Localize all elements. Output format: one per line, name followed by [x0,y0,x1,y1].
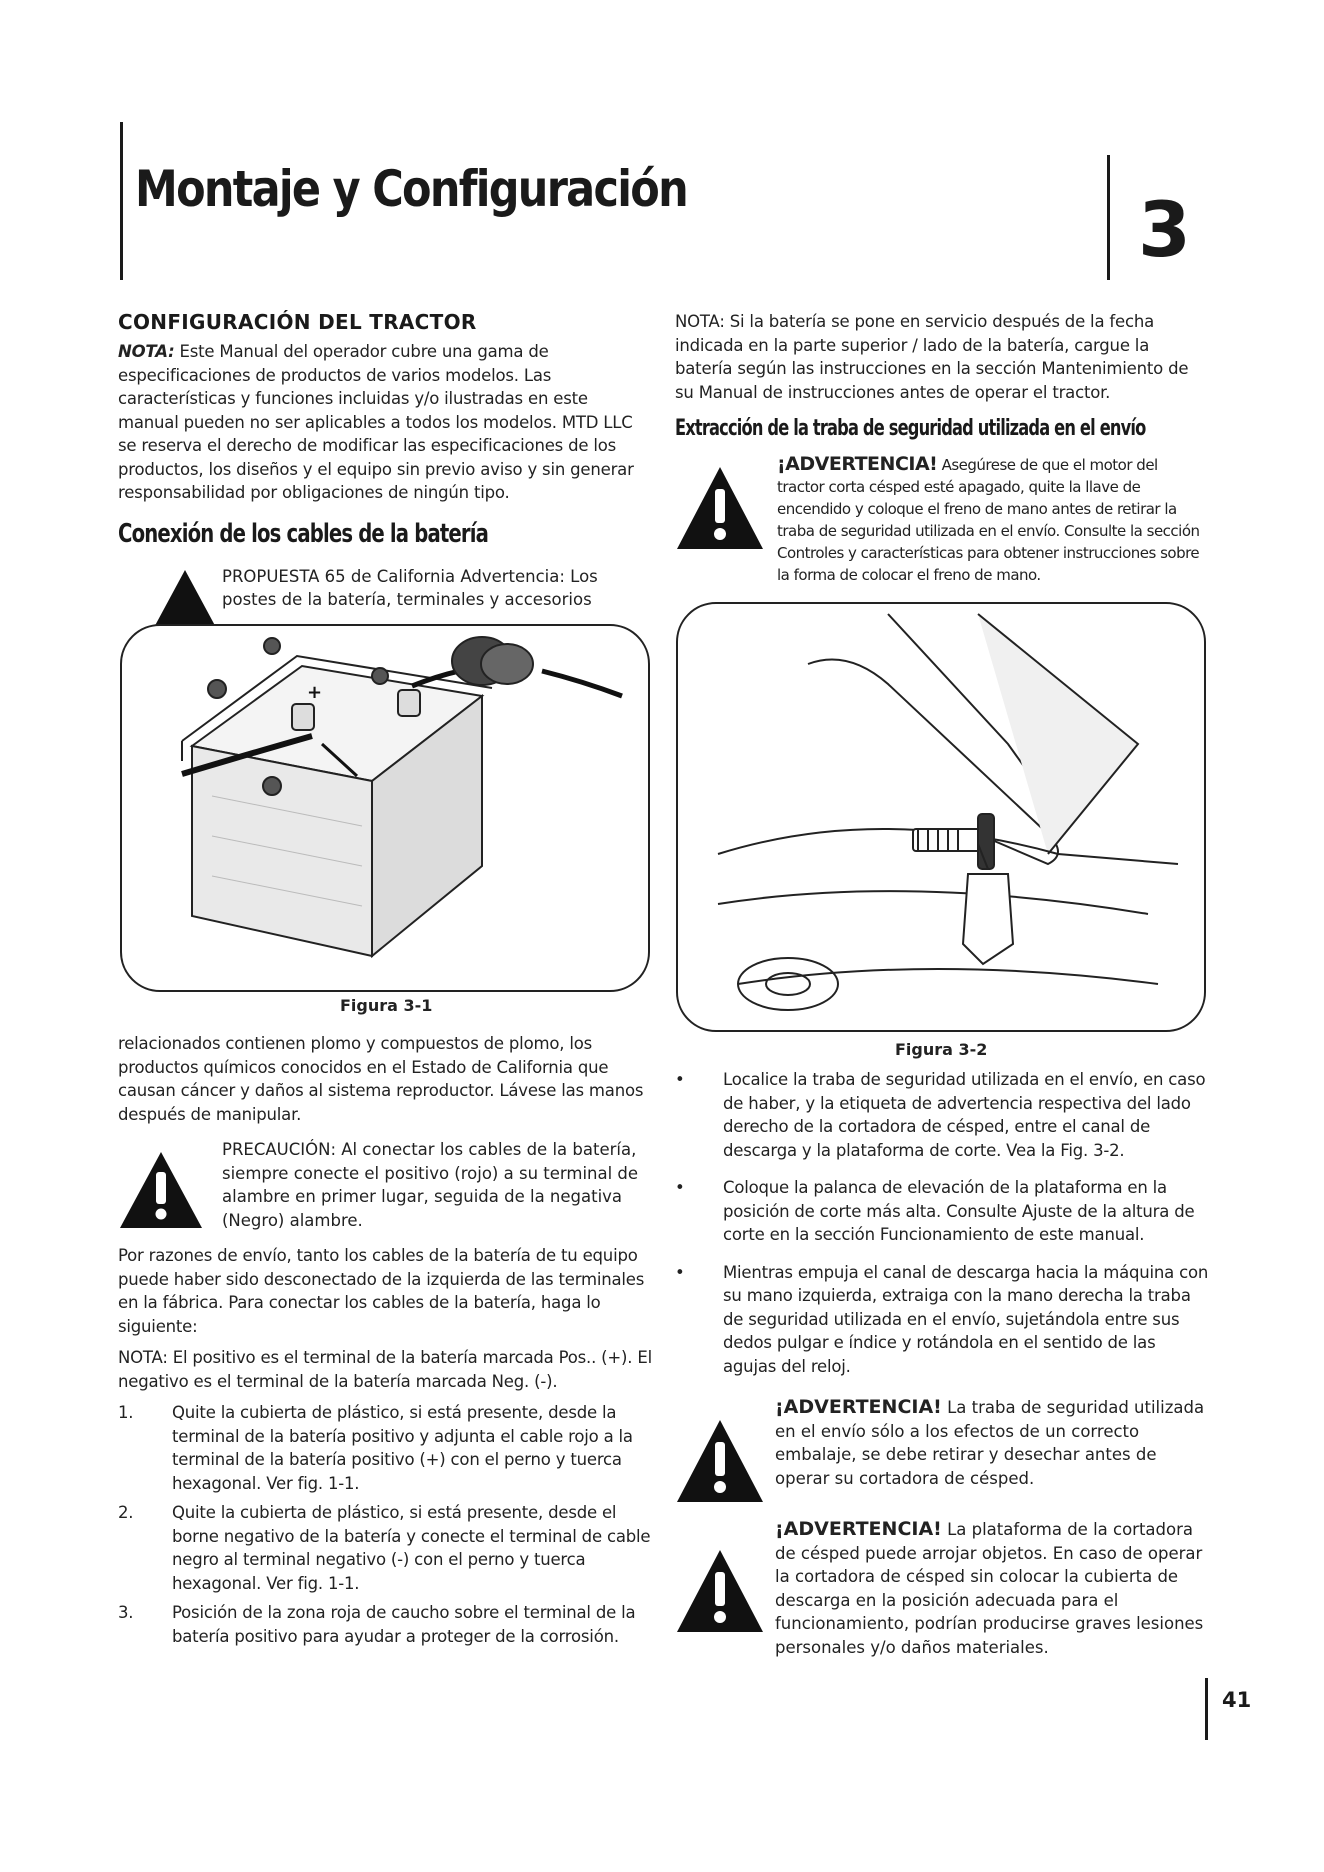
right-column-top [675,310,1205,593]
list-item: • Localice la traba de seguridad utilizada en el envío, en caso de haber, y la etiqueta de advertencia respectiva del lado derecho de la cortadora de césped, entre el canal de descarga y la plataforma de corte. Vea la Fig. 3-2. [675,1070,1206,1160]
chapter-number: 3 [1138,185,1191,274]
right-column-bottom [675,1068,1210,1659]
safety-lock-illustration [678,604,1206,1032]
warning-2 [675,1396,1210,1506]
warning-triangle-icon [675,1548,765,1634]
lock-removal-heading: Extracción de la traba de seguridad utilizada en el envío [675,416,1146,441]
section-heading-configuracion: CONFIGURACIÓN DEL TRACTOR [118,310,477,334]
shipping-paragraph: Por razones de envío, tanto los cables de la batería de tu equipo puede haber sido desconectado de la izquierda de las terminales en la fábrica. Para conectar los cables de la batería, haga lo siguiente: [118,1246,645,1336]
warning-3-text: ¡ADVERTENCIA! La plataforma de la cortadora de césped puede arrojar objetos. En caso de operar la cortadora de césped sin colocar la cubierta de descarga en la posición adecuada para el funcionamiento, podrían producirse graves lesiones personales y/o daños materiales. [775,1518,1204,1657]
warning-3 [675,1518,1210,1659]
page-number-rule [1205,1678,1208,1740]
warning-triangle-icon [675,465,765,551]
nota-label: NOTA: [118,342,175,361]
list-item: 1. Quite la cubierta de plástico, si está presente, desde la terminal de la batería positivo y adjunta el cable rojo a la terminal de la batería positivo (+) con el perno y tuerca hexagonal. Ver fig. 1-1. [118,1403,633,1493]
caution-text: PRECAUCIÓN: Al conectar los cables de la batería, siempre conecte el positivo (rojo) a su terminal de alambre en primer lugar, seguida de la negativa (Negro) alambre. [222,1140,639,1230]
list-item: • Mientras empuja el canal de descarga hacia la máquina con su mano izquierda, extraiga con la mano derecha la traba de seguridad utilizada en el envío, sujetándola entre sus dedos pulgar e índice y rotándola en el sentido de las agujas del reloj. [675,1262,1209,1376]
figure-3-1-caption: Figura 3-1 [340,996,433,1015]
left-column-bottom [118,1032,653,1654]
page-number: 41 [1222,1688,1252,1712]
battery-steps-list [118,1401,653,1648]
list-item: 3. Posición de la zona roja de caucho sobre el terminal de la batería positivo para ayudar a proteger de la corrosión. [118,1603,636,1646]
figure-3-2-caption: Figura 3-2 [895,1040,988,1059]
battery-heading: Conexión de los cables de la batería [118,518,489,549]
list-item: 2. Quite la cubierta de plástico, si está presente, desde el borne negativo de la batería y conecte el terminal de cable negro al terminal negativo (-) con el perno y tuerca hexagonal. Ver fig. 1-1. [118,1503,651,1593]
battery-illustration [122,626,650,992]
nota-terminals: NOTA: El positivo es el terminal de la batería marcada Pos.. (+). El negativo es el terminal de la batería marcada Neg. (-). [118,1348,652,1391]
warning-1 [675,453,1205,593]
warning-triangle-icon [118,1150,204,1230]
nota-paragraph [118,340,653,505]
figure-3-1-battery [120,624,650,992]
nota-text: Este Manual del operador cubre una gama de especificaciones de productos de varios modelos. Las características y funciones incluidas y/o ilustradas en este manual pueden no ser aplicables a todos los modelos. MTD LLC se reserva el derecho de modificar las especificaciones de los productos, los diseños y el equipo sin previo aviso y sin generar responsabilidad por obligaciones de ningún tipo. [118,342,634,502]
warning-triangle-icon [675,1418,765,1504]
list-item: • Coloque la palanca de elevación de la plataforma en la posición de corte más alta. Consulte Ajuste de la altura de corte en la sección Funcionamiento de este manual. [675,1178,1195,1244]
battery-plus-sign: + [307,682,323,703]
warning-2-text: ¡ADVERTENCIA! La traba de seguridad utilizada en el envío sólo a los efectos de un correcto embalaje, se debe retirar y desechar antes de operar su cortadora de césped. [775,1396,1205,1488]
nota-battery-service: NOTA: Si la batería se pone en servicio después de la fecha indicada en la parte superior / lado de la batería, cargue la batería según las instrucciones en la sección Mantenimiento de su Manual de instrucciones antes de operar el tractor. [675,312,1189,402]
prop65-text: PROPUESTA 65 de California Advertencia: Los postes de la batería, terminales y accesorios [222,566,598,609]
chapter-title: Montaje y Configuración [135,160,687,218]
left-column-top [118,310,653,612]
lock-removal-steps [675,1068,1210,1378]
figure-3-2-safety-lock [676,602,1206,1032]
warning-1-text: ¡ADVERTENCIA! Asegúrese de que el motor del tractor corta césped esté apagado, quite la llave de encendido y coloque el freno de mano antes de retirar la traba de seguridad utilizada en el envío. Consulte la sección Controles y características para obtener instrucciones sobre la forma de colocar el freno de mano. [777,453,1200,584]
caution-warning [118,1138,653,1238]
chapter-number-rule [1107,155,1110,280]
prop65-continued: relacionados contienen plomo y compuestos de plomo, los productos químicos conocidos en el Estado de California que causan cáncer y daños al sistema reproductor. Lávese las manos después de manipular. [118,1034,644,1124]
chapter-title-rule [120,122,123,280]
